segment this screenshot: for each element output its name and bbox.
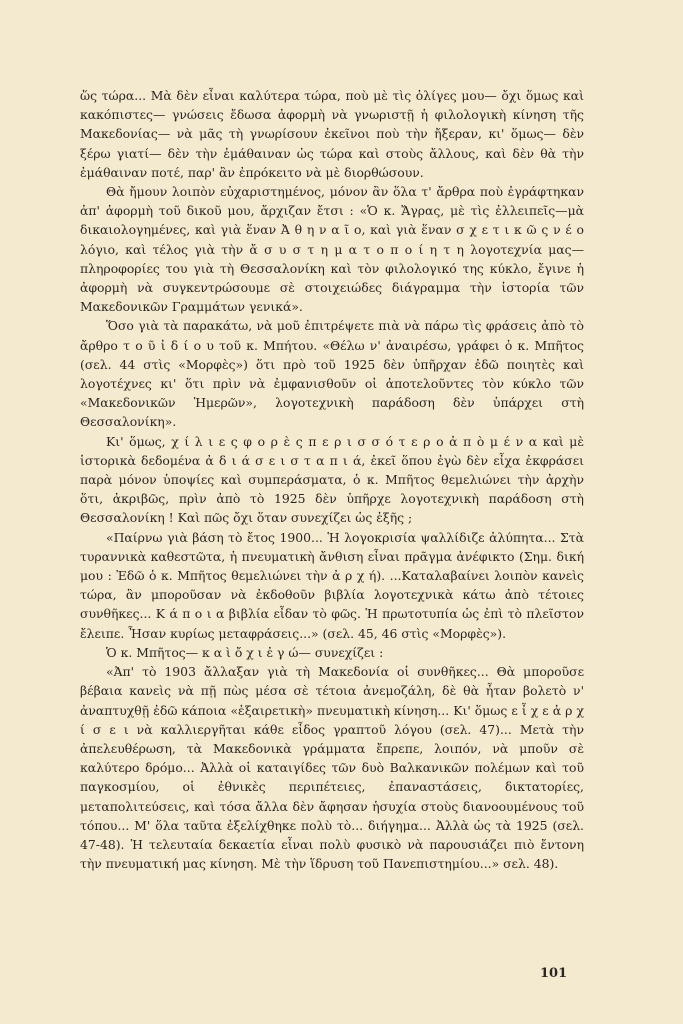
body-text	[80, 86, 584, 873]
paragraph: Ὁ κ. Μπῆτος— κ α ὶ ὄ χ ι ἐ γ ώ— συνεχίζει :	[106, 644, 384, 660]
paragraph: Κι' ὅμως, χ ί λ ι ε ς φ ο ρ ὲ ς π ε ρ ι σ σ ό τ ε ρ ο ἀ π ὸ μ έ ν α καὶ μὲ ἱστορικὰ δεδομένα ἀ δ ι ά σ ε ι σ τ α π ι ά, ἐκεῖ ὅπου ἐγὼ δὲν εἶχα ἐκφράσει παρὰ μόνον ὑποψίες καὶ συμπεράσματα, ὁ κ. Μπῆτος θεμελιώνει τὴν ἀρχὴν ὅτι, ἀκριβῶς, πρὶν ἀπὸ τὸ 1925 δὲν ὑπῆρχε λογοτεχνικὴ παράδοση στὴ Θεσσαλονίκη ! Καὶ πῶς ὄχι ὅταν συνεχίζει ὡς ἑξῆς ;	[80, 433, 584, 526]
paragraph: Ὅσο γιὰ τὰ παρακάτω, νὰ μοῦ ἐπιτρέψετε πιὰ νὰ πάρω τὶς φράσεις ἀπὸ τὸ ἄρθρο τ ο ῦ ἰ δ ί ο υ τοῦ κ. Μπήτου. «Θέλω ν' ἀναιρέσω, γράφει ὁ κ. Μπῆτος (σελ. 44 στὶς «Μορφὲς») ὅτι πρὸ τοῦ 1925 δὲν ὑπῆρχαν ἐδῶ ποιητὲς καὶ λογοτέχνες κι' ὅτι πρὶν νὰ ἐμφανισθοῦν οἱ ἀποτελοῦντες τὸν κύκλο τῶν «Μακεδονικῶν Ἡμερῶν», λογοτεχνικὴ παράδοση δὲν ὑπάρχει στὴ Θεσσαλονίκη».	[80, 318, 584, 430]
paragraph: «Ἀπ' τὸ 1903 ἄλλαξαν γιὰ τὴ Μακεδονία οἱ συνθῆκες... Θὰ μποροῦσε βέβαια κανεὶς νὰ πῇ πὼς μέσα σὲ τέτοια ἀνεμοζάλη, δὲ θὰ ἦταν βολετὸ ν' ἀναπτυχθῇ ἐδῶ κάποια «ἐξαιρετικὴ» πνευματικὴ κίνηση... Κι' ὅμως ε ἶ χ ε ἀ ρ χ ί σ ε ι νὰ καλλιεργῆται κάθε εἶδος γραπτοῦ λόγου (σελ. 47)... Μετὰ τὴν ἀπελευθέρωση, τὰ Μακεδονικὰ γράμματα ἔπρεπε, λοιπόν, νὰ μποῦν σὲ καλύτερο δρόμο... Ἀλλὰ οἱ καταιγίδες τῶν δυὸ Βαλκανικῶν πολέμων καὶ τοῦ παγκοσμίου, οἱ ἐθνικὲς περιπέτειες, ἐπαναστάσεις, δικτατορίες, μεταπολιτεύσεις, καὶ τόσα ἄλλα δὲν ἄφησαν ἡσυχία στοὺς διανοουμένους τοῦ τόπου... Μ' ὅλα ταῦτα ἐξελίχθηκε πολὺ τὸ... διήγημα... Ἀλλὰ ὡς τὰ 1925 (σελ. 47-48). Ἡ τελευταία δεκαετία εἶναι πολὺ φυσικὸ νὰ παρουσιάζει πιὸ ἔντονη τὴν πνευματική μας κίνηση. Μὲ τὴν ἵδρυση τοῦ Πανεπιστημίου...» σελ. 48).	[80, 664, 584, 872]
paragraph: Θὰ ἤμουν λοιπὸν εὐχαριστημένος, μόνον ἂν ὅλα τ' ἄρθρα ποὺ ἐγράφτηκαν ἀπ' ἀφορμὴ τοῦ δικοῦ μου, ἄρχιζαν ἔτσι : «Ὁ κ. Ἄγρας, μὲ τὶς ἐλλειπεῖς—μὰ δικαιολογημένες, καὶ γιὰ ἕναν Ἀ θ η ν α ῖ ο, καὶ γιὰ ἕναν σ χ ε τ ι κ ῶ ς ν έ ο λόγιο, καὶ τέλος γιὰ τὴν ἄ σ υ σ τ η μ α τ ο π ο ί η τ η λογοτεχνία μας— πληροφορίες του γιὰ τὴ Θεσσαλονίκη καὶ τὸν φιλολογικό της κύκλο, ἔγινε ἡ ἀφορμὴ νὰ συγκεντρώσουμε σὲ στοιχειώδες διάγραμμα τὴν ἱστορία τῶν Μακεδονικῶν Γραμμάτων γενικά».	[80, 184, 584, 315]
page-number: 101	[540, 966, 568, 981]
paragraph: «Παίρνω γιὰ βάση τὸ ἔτος 1900... Ἡ λογοκρισία ψαλλίδιζε ἀλύπητα... Στὰ τυραννικὰ καθεστῶτα, ἡ πνευματικὴ ἄνθιση εἶναι πρᾶγμα ἀνέφικτο (Σημ. δική μου : Ἐδῶ ὁ κ. Μπῆτος θεμελιώνει τὴν ἀ ρ χ ή). ...Καταλαβαίνει λοιπὸν κανεὶς τώρα, ἂν μποροῦσαν νὰ ἐκδοθοῦν βιβλία λογοτεχνικὰ κάτω ἀπὸ τέτοιες συνθῆκες... Κ ά π ο ι α βιβλία εἶδαν τὸ φῶς. Ἡ πρωτοτυπία ὡς ἐπὶ τὸ πλεῖστον ἔλειπε. Ἦσαν κυρίως μεταφράσεις...» (σελ. 45, 46 στὶς «Μορφὲς»).	[80, 529, 584, 641]
paragraph: ὥς τώρα... Μὰ δὲν εἶναι καλύτερα τώρα, ποὺ μὲ τὶς ὀλίγες μου— ὄχι ὅμως καὶ κακόπιστες— γνώσεις ἔδωσα ἀφορμὴ νὰ γνωριστῇ ἡ φιλολογικὴ κίνηση τῆς Μακεδονίας— νὰ μᾶς τὴ γνωρίσουν ἐκεῖνοι ποὺ τὴν ἤξεραν, κι' ὅμως— δὲν ξέρω γιατί— δὲν τὴν ἐμάθαιναν ὡς τώρα καὶ στοὺς ἄλλους, καὶ δὲν θὰ τὴν ἐμάθαιναν ποτέ, παρ' ἂν ἐπρόκειτο νὰ μὲ διορθώσουν.	[80, 88, 584, 180]
